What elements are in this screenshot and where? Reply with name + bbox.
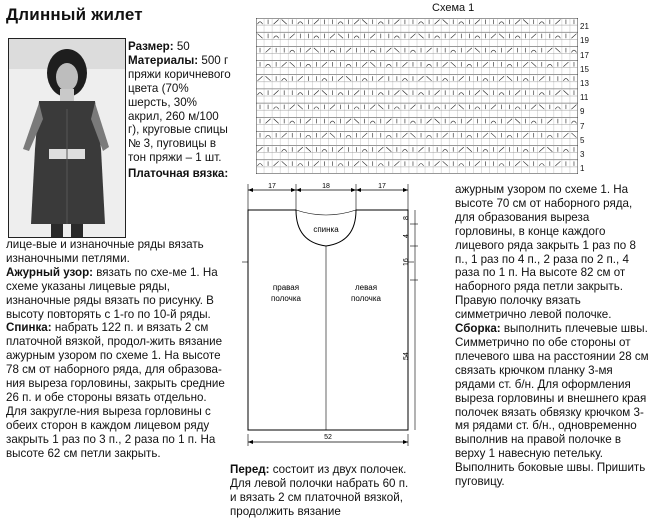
right-front-label-1: правая	[272, 283, 300, 292]
dim-top-left: 17	[268, 183, 276, 190]
back-label: Спинка:	[6, 321, 52, 335]
row-number: 17	[580, 50, 589, 60]
row-number: 5	[580, 135, 585, 145]
spec-block	[128, 40, 233, 181]
materials-label: Материалы:	[128, 53, 199, 67]
row-number: 11	[580, 93, 589, 103]
back-text: набрать 122 п. и вязать 2 см платочной вязкой, продол-жить вязание ажурным узором по схеме 1. На высоте 78 см от наборного ряда, для образова-ния выреза горловины, закрыть средние 26 п. и обе стороны вязать отдельно. Для закругле-ния выреза горловины с обеих сторон в каждом лицевом ряду закрыть 1 раз по 3 п., 2 раза по 1 п. На высоте 62 см петли закрыть.	[6, 321, 225, 460]
knitting-chart	[256, 18, 578, 174]
dim-side-2: 4	[403, 234, 410, 238]
dim-side-1: 8	[403, 216, 410, 220]
dim-top-mid: 18	[322, 183, 330, 190]
dim-bottom: 52	[324, 434, 332, 441]
assembly-label: Сборка:	[455, 322, 501, 336]
model-photo	[8, 38, 126, 238]
right-column	[455, 183, 650, 489]
dim-side-4: 54	[403, 352, 410, 360]
right-front-label-2: полочка	[271, 294, 301, 303]
left-front-label-1: левая	[354, 283, 378, 292]
dim-top-right: 17	[378, 183, 386, 190]
row-number: 13	[580, 78, 589, 88]
materials-text: 500 г пряжи коричневого цвета (70% шерсть, 30% акрил, 260 м/100 г), круговые спицы № 3, пуговицы в тон пряжи – 1 шт.	[128, 53, 231, 165]
dim-side-3: 16	[403, 258, 410, 266]
garter-text: лице-вые и изнаночные ряды вязать изнаночными петлями.	[6, 238, 204, 265]
front-text: состоит из двух полочек. Для левой полочки набрать 60 п. и вязать 2 см платочной вязкой, продолжить вязание	[230, 463, 409, 518]
size-value: 50	[173, 40, 190, 53]
assembly-text: выполнить плечевые швы. Симметрично по обе стороны от плечевого шва на расстоянии 28 см связать крючком планку 3-мя рядами ст. б/н. Для оформления выреза горловины и внешнего края полочек вязать обвязку крючком 3-мя рядами ст. б/н., одновременно выполнив на правой полочке в верху 1 навесную петельку. Выполнить боковые швы. Пришить пуговицу.	[455, 322, 649, 489]
row-number: 9	[580, 107, 585, 117]
row-number: 3	[580, 149, 585, 159]
front-label: Перед:	[230, 463, 270, 476]
row-number: 7	[580, 121, 585, 131]
left-column	[6, 238, 230, 461]
right-text: ажурным узором по схеме 1. На высоте 70 см от наборного ряда, для образования выреза горловины, в конце каждого лицевого ряда закрыть 1 раз по 8 п., 1 раз по 4 п., 2 раза по 2 п., 4 раза по 1 п. На высоте 82 см от наборного ряда петли закрыть. Правую полочку вязать симметрично левой полочке.	[455, 183, 636, 322]
row-number: 21	[580, 22, 589, 32]
lace-text: вязать по схе-ме 1. На схеме указаны лицевые ряды, изнаночные ряды вязать по рисунку. В высоту повторять с 1-го по 10-й ряды.	[6, 265, 218, 321]
front-section	[230, 463, 412, 519]
row-number: 19	[580, 36, 589, 46]
size-label: Размер:	[128, 40, 174, 53]
garter-label: Платочная вязка:	[128, 167, 229, 181]
schema-title: Схема 1	[432, 2, 475, 14]
row-number: 15	[580, 64, 589, 74]
lace-label: Ажурный узор:	[6, 265, 94, 279]
row-number: 1	[580, 164, 585, 174]
article-title: Длинный жилет	[6, 5, 143, 24]
garment-pattern	[238, 180, 420, 448]
left-front-label-2: полочка	[351, 294, 381, 303]
neck-label: спинка	[313, 225, 339, 234]
